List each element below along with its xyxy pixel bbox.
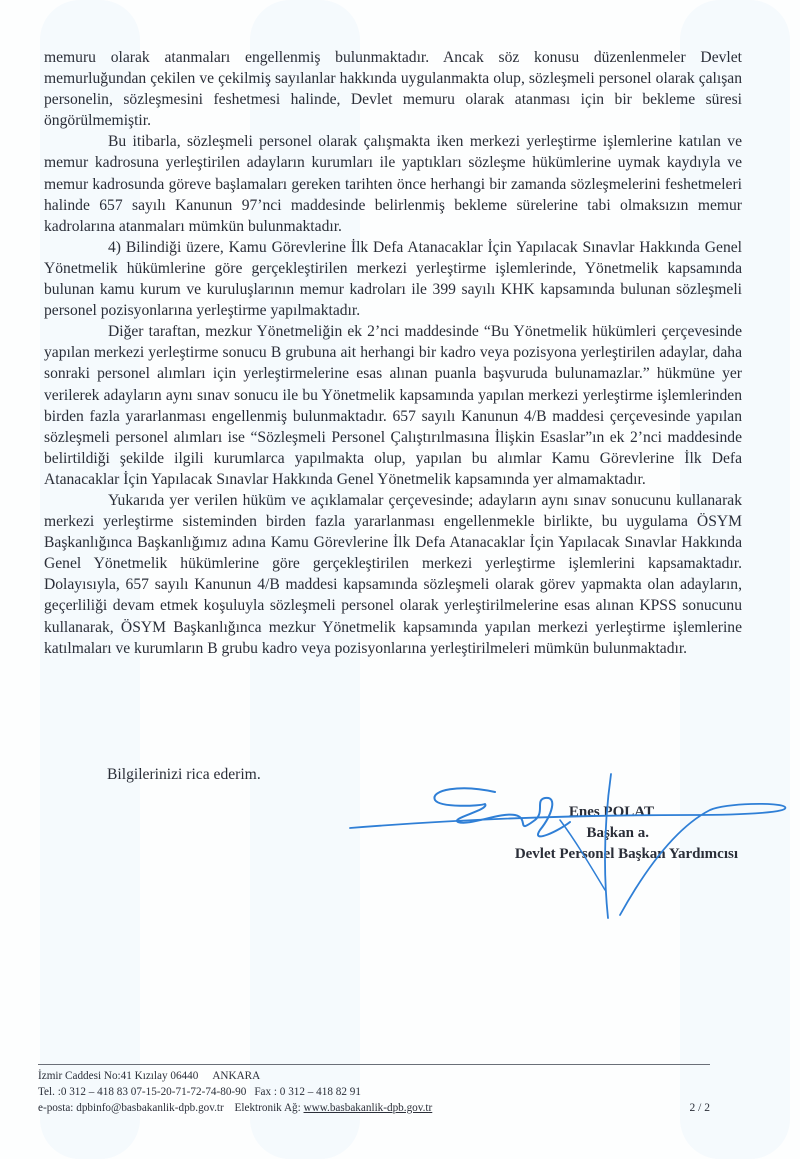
footer-email[interactable]: dpbinfo@basbakanlik-dpb.gov.tr xyxy=(76,1102,224,1114)
paragraph-4: Diğer taraftan, mezkur Yönetmeliğin ek 2’nci maddesinde “Bu Yönetmelik hükümleri çerçevesinde yapılan merkezi yerleştirme sonucu B grubuna ait herhangi bir kadro veya pozisyona yerleştirilen adaylar, daha sonraki personel alımları için yerleştirmelerine esas alınan puanla başvuruda bulunamazlar.” hükmüne yer verilerek adayların aynı sınav sonucu ile bu Yönetmelik kapsamında yapılan merkezi yerleştirme işlemlerinden birden fazla yararlanması engellenmiş bulunmaktadır. 657 sayılı Kanunun 4/B maddesi çerçevesinde yapılan sözleşmeli personel alımları ise “Sözleşmeli Personel Çalıştırılmasına İlişkin Esaslar”ın ek 2’nci maddesinde belirtildiği şekilde ilgili kurumlarca yapılmakta olup, yapılan bu alımlar Kamu Görevlerine İlk Defa Atanacaklar İçin Yapılacak Sınavlar Hakkında Genel Yönetmelik kapsamında yer almamaktadır. xyxy=(44,323,742,488)
paragraph-1: memuru olarak atanmaları engellenmiş bulunmaktadır. Ancak söz konusu düzenlenmeler Devlet memurluğundan çekilen ve çekilmiş sayılanlar hakkında uygulanmakta olup, sözleşmeli personel olarak çalışan personelin, sözleşmesini feshetmesi halinde, Devlet memuru olarak atanması için bir bekleme süresi öngörülmemiştir. xyxy=(44,49,742,130)
footer-email-label: e-posta: xyxy=(38,1102,74,1114)
signatory-name: Enes POLAT xyxy=(568,804,654,820)
paragraph-3: 4) Bilindiği üzere, Kamu Görevlerine İlk Defa Atanacaklar İçin Yapılacak Sınavlar Hakkında Genel Yönetmelik hükümlerine göre gerçekleştirilen merkezi yerleştirme işlemlerinde, Yönetmelik kapsamında bulunan kamu kurum ve kuruluşlarının memur kadroları ile 399 sayılı KHK kapsamında bulunan sözleşmeli personel pozisyonlarına yerleştirme yapılmaktadır. xyxy=(44,238,742,320)
closing-line: Bilgilerinizi rica ederim. xyxy=(107,766,261,783)
paragraph-5: Yukarıda yer verilen hüküm ve açıklamalar çerçevesinde; adayların aynı sınav sonucunu kullanarak merkezi yerleştirme sisteminden birden fazla yararlanması engellenmekle birlikte, bu uygulama ÖSYM Başkanlığınca Başkanlığımız adına Kamu Görevlerine İlk Defa Atanacaklar İçin Yapılacak Sınavlar Hakkında Genel Yönetmelik hükümlerine göre gerçekleştirilen merkezi yerleştirme işlemlerini kapsamaktadır. Dolayısıyla, 657 sayılı Kanunun 4/B maddesi kapsamında sözleşmeli olarak görev yapmakta olan adayların, geçerliliği devam etmek koşuluyla sözleşmeli personel olarak yerleştirilmelerine esas alınan KPSS sonucunu kullanarak, ÖSYM Başkanlığınca mezkur Yönetmelik kapsamında yapılan merkezi yerleştirme işlemlerine katılmaları ve kurumların B grubu kadro veya pozisyonlarına yerleştirilmeleri mümkün bulunmaktadır. xyxy=(44,491,742,657)
footer-address-row xyxy=(38,1068,710,1084)
paragraph-2: Bu itibarla, sözleşmeli personel olarak çalışmakta iken merkezi yerleştirme işlemlerine katılan ve memur kadrosuna yerleştirilen adayların kurumları ile yaptıkları sözleşme hükümlerine uymak kaydıyla ve memur kadrosunda göreve başlamaları gereken tarihten önce herhangi bir zamanda sözleşmelerini feshetmeleri halinde 657 sayılı Kanunun 97’nci maddesinde belirlenmiş bekleme sürelerine tabi olmaksızın memur kadrolarına atanmaları mümkün bulunmaktadır. xyxy=(44,133,742,235)
signatory-position: Devlet Personel Başkan Yardımcısı xyxy=(514,846,738,862)
footer-phone-row xyxy=(38,1084,710,1100)
page-number: 2 / 2 xyxy=(689,1102,710,1114)
footer-tel: Tel. :0 312 – 418 83 07-15-20-71-72-74-80-90 xyxy=(38,1086,247,1098)
footer-divider xyxy=(38,1064,710,1065)
footer-fax: Fax : 0 312 – 418 82 91 xyxy=(254,1086,361,1098)
signature-block xyxy=(420,802,750,865)
footer-web-label: Elektronik Ağ: xyxy=(234,1102,301,1114)
signatory-title: Başkan a. xyxy=(586,825,649,841)
footer xyxy=(38,1068,710,1116)
footer-web-link[interactable]: www.basbakanlik-dpb.gov.tr xyxy=(303,1102,433,1114)
footer-city: ANKARA xyxy=(212,1070,261,1082)
footer-contact-row xyxy=(38,1100,710,1116)
footer-address: İzmir Caddesi No:41 Kızılay 06440 xyxy=(38,1070,199,1082)
letter-body xyxy=(44,47,742,659)
